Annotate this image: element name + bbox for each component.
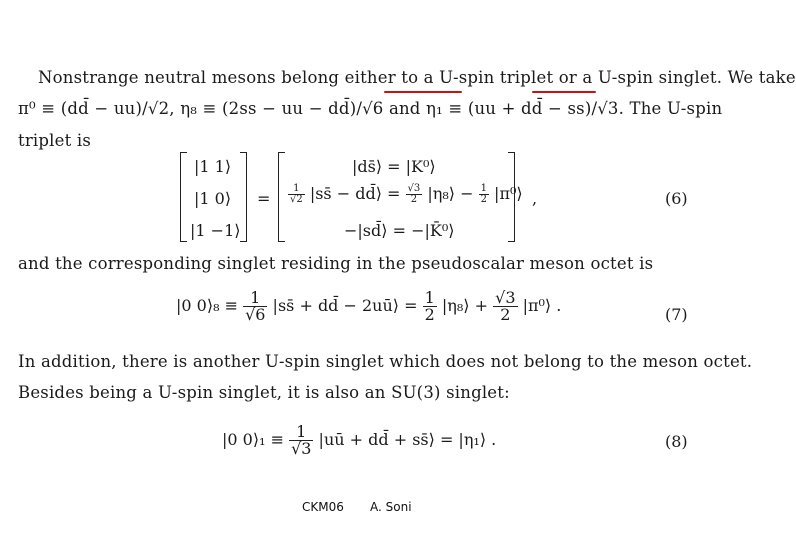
- eq6-rhs-row2: $\frac{1}{√2}$ |ss̄ − dd̄⟩ = $\frac{√3}{2}$ |η₈⟩ − $\frac{1}{2}$ |π⁰⟩: [290, 183, 523, 205]
- footer-left: CKM06: [302, 500, 344, 514]
- paragraph2: and the corresponding singlet residing in the pseudoscalar meson octet is: [18, 254, 654, 273]
- eq6-number: (6): [665, 189, 688, 208]
- underline-u-spin-triplet: [384, 91, 462, 93]
- eq6-equals: =: [257, 189, 271, 208]
- left-bracket-lhs: [180, 152, 187, 242]
- paragraph1-line2: π⁰ ≡ (dd̄ − uu)/√2, η₈ ≡ (2ss − uu − dd̄)/√6 and η₁ ≡ (uu + dd̄ − ss)/√3. The U-spin: [18, 99, 723, 118]
- eq6-lhs-row2: |1 0⟩: [194, 189, 232, 208]
- eq7-number: (7): [665, 305, 688, 324]
- eq6-rhs-row1: |ds̄⟩ = |K⁰⟩: [352, 157, 436, 176]
- eq6-comma: ,: [532, 189, 538, 208]
- eq6-rhs-row3: −|sd̄⟩ = −|K̄⁰⟩: [344, 221, 455, 240]
- paragraph1-line1: Nonstrange neutral mesons belong either to a U-spin triplet or a U-spin singlet. We take: [38, 68, 796, 87]
- eq6-lhs-row3: |1 −1⟩: [190, 221, 241, 240]
- paragraph3-line1: In addition, there is another U-spin singlet which does not belong to the meson octet.: [18, 352, 753, 371]
- equation-8: |0 0⟩₁ ≡ $\frac{1}{√3}$ |uū + dd̄ + ss̄⟩ = |η₁⟩ .: [222, 422, 497, 458]
- left-bracket-rhs: [278, 152, 285, 242]
- paragraph1-line3: triplet is: [18, 131, 92, 150]
- footer-right: A. Soni: [370, 500, 412, 514]
- right-bracket-lhs: [240, 152, 247, 242]
- paragraph3-line2: Besides being a U-spin singlet, it is also an SU(3) singlet:: [18, 383, 510, 402]
- eq6-lhs-row1: |1 1⟩: [194, 157, 232, 176]
- equation-7: |0 0⟩₈ ≡ $\frac{1}{√6}$ |ss̄ + dd̄ − 2uū⟩ = $\frac{1}{2}$ |η₈⟩ + $\frac{√3}{2}$ |π⁰⟩ .: [176, 288, 562, 324]
- eq8-number: (8): [665, 432, 688, 451]
- underline-u-spin-singlet: [532, 91, 596, 93]
